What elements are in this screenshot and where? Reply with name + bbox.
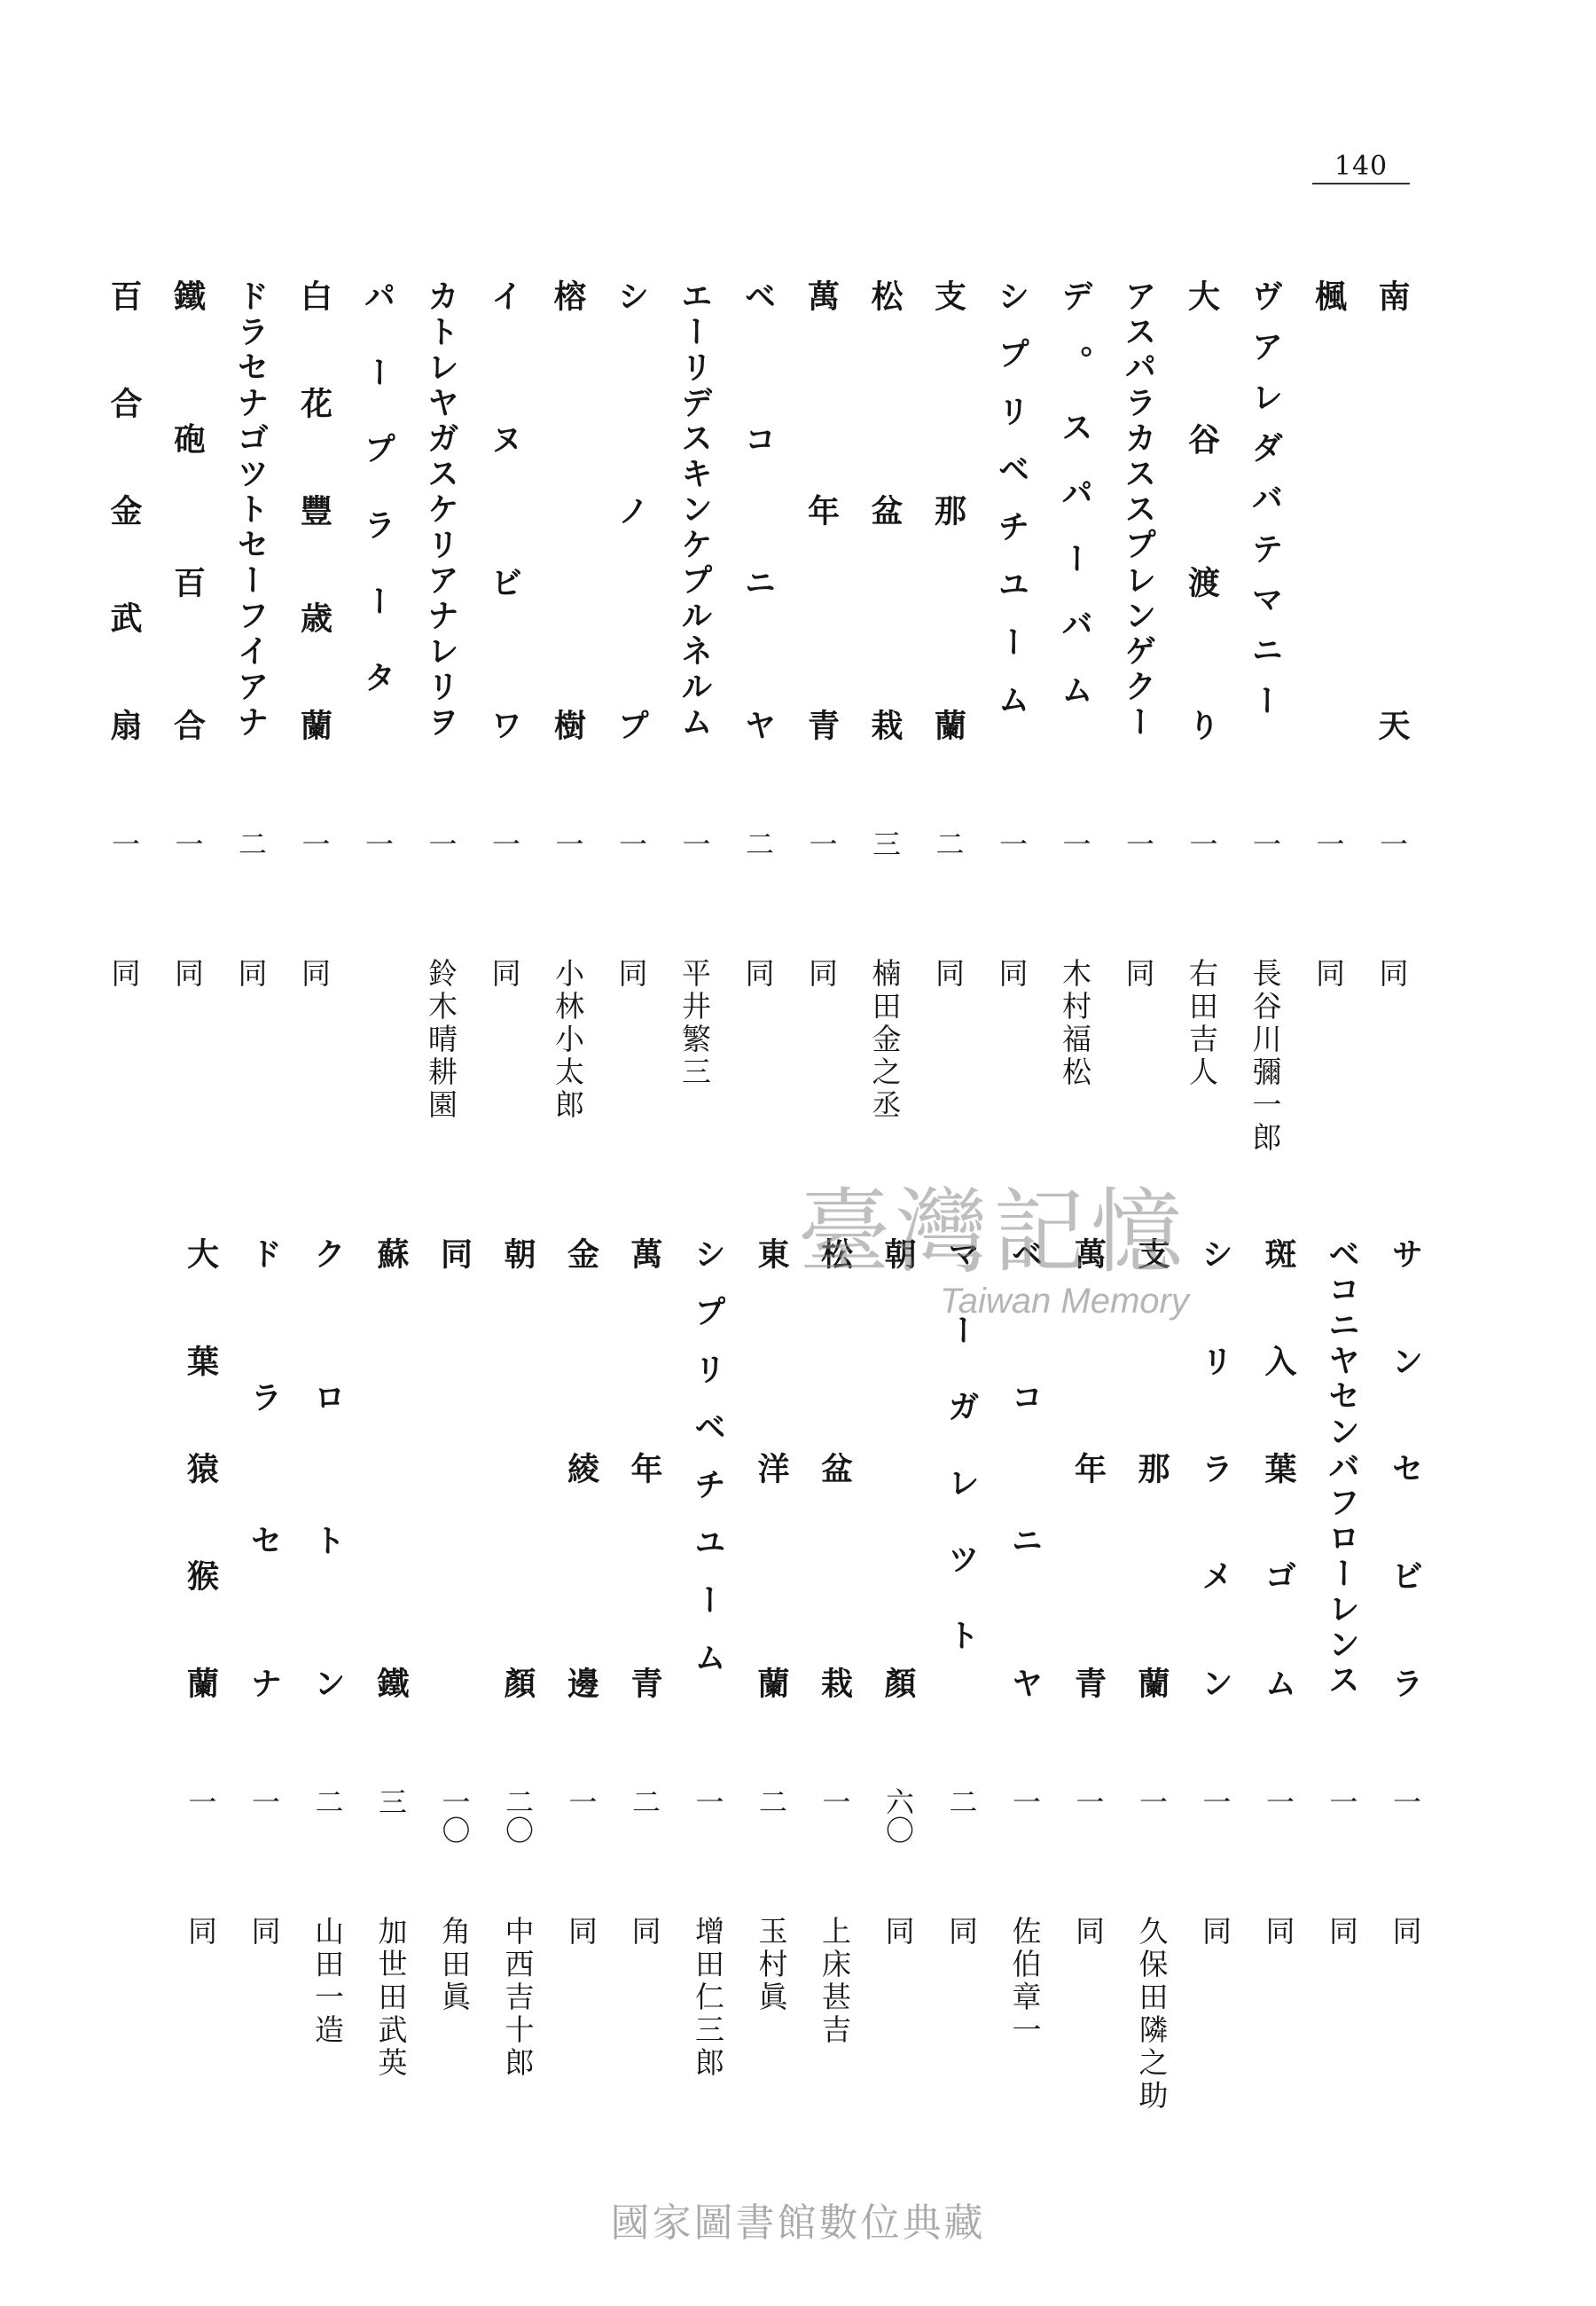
list-entry <box>533 279 604 1211</box>
entry-name: 金綾邊 <box>562 1237 600 1698</box>
watermark-title: 臺灣記憶 <box>798 1178 1189 1286</box>
entry-quantity-cell <box>1053 1787 1124 1894</box>
entry-quantity: 一 <box>424 829 458 858</box>
entry-quantity-cell <box>736 1787 807 1894</box>
entry-exhibitor: 同 <box>564 1916 598 1949</box>
entry-exhibitor: 同 <box>1121 958 1156 991</box>
list-entry <box>1294 279 1365 1211</box>
entry-name: カトレヤガスケリアナレリヲ <box>422 279 460 741</box>
entry-quantity: 二 <box>310 1787 345 1816</box>
entry-quantity-cell <box>609 1787 680 1894</box>
entry-quantity: 一 <box>297 829 332 858</box>
entry-name: エーリデスキンケプルネルム <box>676 279 714 741</box>
entry-exhibitor-cell <box>660 958 731 1215</box>
entry-name-cell <box>546 1237 617 1698</box>
entry-quantity: 一 <box>1008 1787 1042 1816</box>
entry-exhibitor: 角田眞 <box>437 1916 472 2014</box>
list-entry <box>419 1237 490 2186</box>
entry-exhibitor-cell <box>1243 1916 1314 2173</box>
entry-name: シプリベチユーム <box>993 279 1030 741</box>
entry-name-cell <box>469 279 540 741</box>
entry-exhibitor-cell <box>1180 1916 1251 2173</box>
entry-exhibitor-cell <box>1116 1916 1187 2173</box>
entry-quantity-cell <box>153 829 223 936</box>
entry-quantity-cell <box>1230 829 1301 936</box>
entry-name-cell <box>596 279 667 741</box>
list-entry <box>1116 1237 1187 2186</box>
entry-quantity-cell <box>849 829 920 936</box>
entry-quantity: 一 <box>170 829 205 858</box>
entry-exhibitor: 久保田隣之助 <box>1134 1916 1170 2113</box>
list-entry <box>736 1237 807 2186</box>
entry-name: 松盆栽 <box>816 1237 854 1698</box>
entry-name: 同 <box>435 1237 473 1269</box>
list-entry <box>342 279 413 1211</box>
list-entry <box>723 279 794 1211</box>
entry-quantity: 一 <box>614 829 648 858</box>
entry-quantity-cell <box>293 1787 364 1894</box>
list-entry <box>863 1237 934 2186</box>
entry-exhibitor: 同 <box>297 958 332 991</box>
entry-exhibitor-cell <box>863 1916 934 2173</box>
entry-exhibitor-cell <box>849 958 920 1215</box>
entry-quantity: 一 <box>1248 829 1282 858</box>
list-entry <box>482 1237 553 2186</box>
entry-exhibitor-cell <box>736 1916 807 2173</box>
entry-quantity: 一 <box>804 829 839 858</box>
entry-exhibitor: 同 <box>246 1916 282 1949</box>
entry-name: 楓 <box>1310 279 1348 311</box>
list-entry <box>229 1237 300 2186</box>
entry-quantity: 一 <box>1198 1787 1232 1816</box>
entry-quantity-cell <box>673 1787 744 1894</box>
entry-quantity: 六〇 <box>881 1787 915 1844</box>
entry-exhibitor: 同 <box>614 958 649 991</box>
entry-exhibitor: 同 <box>1071 1916 1106 1949</box>
entry-name: シリラメン <box>1196 1237 1234 1698</box>
entry-exhibitor-cell <box>976 958 1047 1215</box>
entry-quantity-cell <box>1116 1787 1187 1894</box>
list-entry <box>609 1237 680 2186</box>
entry-exhibitor: 上床甚吉 <box>818 1916 852 2047</box>
entry-quantity: 一 <box>1122 829 1155 858</box>
entry-name-cell <box>1180 1237 1251 1698</box>
entry-exhibitor: 加世田武英 <box>373 1916 409 2080</box>
entry-name-cell <box>89 279 160 741</box>
entry-name: ヴアレダバテマニー <box>1247 279 1284 734</box>
entry-exhibitor-cell <box>89 958 160 1215</box>
entry-exhibitor-cell <box>546 1916 617 2173</box>
entry-exhibitor-cell <box>1040 958 1111 1215</box>
entry-quantity: 一 <box>488 829 521 858</box>
entry-exhibitor-cell <box>1103 958 1174 1215</box>
upper-list <box>0 279 1596 1211</box>
entry-name-cell <box>786 279 857 741</box>
entry-quantity: 一 <box>677 829 712 858</box>
entry-name: ドラセナゴツトセーフイアナ <box>232 279 270 741</box>
entry-exhibitor: 玉村眞 <box>754 1916 789 2014</box>
entry-quantity-cell <box>863 1787 934 1894</box>
entry-exhibitor-cell <box>342 958 413 1215</box>
entry-exhibitor-cell <box>1053 1916 1124 2173</box>
entry-exhibitor: 同 <box>1374 958 1410 991</box>
entry-exhibitor: 同 <box>1261 1916 1296 1949</box>
entry-name-cell <box>342 279 413 741</box>
list-entry <box>990 1237 1060 2186</box>
entry-quantity-cell <box>1243 1787 1314 1894</box>
list-entry <box>356 1237 426 2186</box>
entry-exhibitor-cell <box>1370 1916 1441 2173</box>
entry-name-cell <box>673 1237 744 1698</box>
entry-quantity-cell <box>927 1787 998 1894</box>
entry-exhibitor: 同 <box>931 958 966 991</box>
entry-exhibitor: 同 <box>804 958 839 991</box>
entry-exhibitor-cell <box>279 958 350 1215</box>
entry-name-cell <box>1307 1237 1378 1698</box>
entry-exhibitor: 平井繁三 <box>677 958 712 1089</box>
entry-exhibitor-cell <box>153 958 223 1215</box>
entry-quantity-cell <box>419 1787 490 1894</box>
entry-quantity: 二 <box>931 829 966 858</box>
list-entry <box>546 1237 617 2186</box>
entry-quantity: 一 <box>1071 1787 1106 1816</box>
entry-name-cell <box>1357 279 1428 741</box>
entry-quantity-cell <box>229 1787 300 1894</box>
entry-quantity-cell <box>533 829 604 936</box>
entry-quantity-cell <box>723 829 794 936</box>
entry-quantity: 一 <box>551 829 585 858</box>
entry-name-cell <box>166 1237 237 1698</box>
entry-quantity: 一 <box>1389 1787 1422 1816</box>
entry-name-cell <box>1103 279 1174 741</box>
entry-name-cell <box>229 1237 300 1698</box>
entry-quantity-cell <box>469 829 540 936</box>
entry-name: 斑入葉ゴム <box>1260 1237 1297 1698</box>
entry-quantity: 一 <box>1262 1787 1295 1816</box>
entry-exhibitor: 小林小太郎 <box>551 958 585 1122</box>
entry-name: 鐵砲百合 <box>168 279 207 741</box>
entry-quantity-cell <box>660 829 731 936</box>
entry-name-cell <box>1116 1237 1187 1698</box>
entry-exhibitor-cell <box>229 1916 300 2173</box>
list-entry <box>293 1237 364 2186</box>
entry-quantity: 一 <box>691 1787 725 1816</box>
entry-exhibitor-cell <box>786 958 857 1215</box>
entry-exhibitor: 山田一造 <box>310 1916 345 2047</box>
entry-exhibitor: 木村福松 <box>1058 958 1092 1089</box>
entry-quantity-cell <box>342 829 413 936</box>
entry-quantity-cell <box>89 829 160 936</box>
entry-exhibitor: 長谷川彌一郎 <box>1248 958 1283 1155</box>
list-entry <box>469 279 540 1211</box>
entry-name: クロトン <box>309 1237 347 1698</box>
entry-quantity: 一 <box>1058 829 1092 858</box>
entry-exhibitor-cell <box>293 1916 364 2173</box>
entry-exhibitor: 同 <box>170 958 205 991</box>
entry-name: 萬年青 <box>802 279 841 741</box>
entry-name-cell <box>356 1237 426 1698</box>
entry-quantity: 二 <box>628 1787 661 1816</box>
entry-name: 朝顏 <box>880 1237 917 1698</box>
entry-quantity: 三 <box>868 829 902 858</box>
entry-quantity-cell <box>1167 829 1238 936</box>
list-entry <box>913 279 984 1211</box>
entry-exhibitor: 同 <box>487 958 522 991</box>
entry-quantity-cell <box>786 829 857 936</box>
entry-name-cell <box>913 279 984 741</box>
list-entry <box>406 279 477 1211</box>
entry-name-cell <box>1053 1237 1124 1698</box>
entry-quantity-cell <box>356 1787 426 1894</box>
list-entry <box>800 1237 871 2186</box>
list-entry <box>976 279 1047 1211</box>
entry-quantity-cell <box>1040 829 1111 936</box>
entry-exhibitor-cell <box>673 1916 744 2173</box>
entry-exhibitor: 同 <box>1388 1916 1423 1949</box>
entry-exhibitor-cell <box>1230 958 1301 1215</box>
entry-exhibitor-cell <box>482 1916 553 2173</box>
entry-exhibitor-cell <box>990 1916 1060 2173</box>
entry-quantity-cell <box>1307 1787 1378 1894</box>
entry-quantity: 一 <box>1135 1787 1169 1816</box>
list-entry <box>1243 1237 1314 2186</box>
entry-exhibitor: 佐伯章一 <box>1007 1916 1043 2047</box>
entry-quantity: 一 <box>818 1787 852 1816</box>
entry-exhibitor: 同 <box>1198 1916 1232 1949</box>
entry-exhibitor-cell <box>469 958 540 1215</box>
entry-quantity-cell <box>800 1787 871 1894</box>
entry-name-cell <box>990 1237 1060 1698</box>
entry-exhibitor-cell <box>723 958 794 1215</box>
entry-exhibitor-cell <box>356 1916 426 2173</box>
entry-name: 松盆栽 <box>866 279 904 741</box>
entry-exhibitor: 同 <box>740 958 776 991</box>
entry-name-cell <box>1230 279 1301 741</box>
entry-quantity-cell <box>913 829 984 936</box>
entry-name-cell <box>723 279 794 741</box>
entry-exhibitor: 楠田金之丞 <box>867 958 903 1122</box>
entry-name-cell <box>609 1237 680 1698</box>
entry-quantity: 一 <box>1325 1787 1359 1816</box>
entry-name-cell <box>533 279 604 741</box>
entry-exhibitor-cell <box>533 958 604 1215</box>
entry-name: アスパラカススプレンゲクー <box>1120 279 1157 741</box>
entry-quantity-cell <box>1180 1787 1251 1894</box>
entry-exhibitor: 鈴木晴耕園 <box>424 958 458 1122</box>
entry-exhibitor-cell <box>215 958 286 1215</box>
entry-quantity-cell <box>596 829 667 936</box>
entry-name-cell <box>1040 279 1111 741</box>
entry-name: 榕樹 <box>549 279 587 741</box>
entry-quantity: 二 <box>741 829 775 858</box>
entry-quantity: 一 <box>1311 829 1346 858</box>
list-entry <box>786 279 857 1211</box>
entry-quantity-cell <box>990 1787 1060 1894</box>
entry-name: 朝顏 <box>499 1237 536 1698</box>
entry-name: 南天 <box>1373 279 1411 741</box>
entry-exhibitor-cell <box>419 1916 490 2173</box>
entry-quantity: 一〇 <box>437 1787 472 1844</box>
entry-name: ベコニヤセンバフローレンス <box>1323 1237 1361 1698</box>
entry-name-cell <box>279 279 350 741</box>
entry-exhibitor-cell <box>1307 1916 1378 2173</box>
list-entry <box>166 1237 237 2186</box>
page-number: 140 <box>1312 151 1410 184</box>
list-entry <box>153 279 223 1211</box>
entry-name-cell <box>215 279 286 741</box>
entry-name: ベコニヤ <box>1006 1237 1044 1698</box>
list-entry <box>660 279 731 1211</box>
entry-name-cell <box>736 1237 807 1698</box>
entry-quantity: 一 <box>361 829 395 858</box>
entry-exhibitor-cell <box>913 958 984 1215</box>
entry-quantity-cell <box>546 1787 617 1894</box>
entry-exhibitor: 同 <box>233 958 269 991</box>
list-entry <box>1307 1237 1378 2186</box>
list-entry <box>927 1237 998 2186</box>
entry-quantity-cell <box>166 1787 237 1894</box>
entry-quantity-cell <box>976 829 1047 936</box>
entry-exhibitor-cell <box>1167 958 1238 1215</box>
entry-name: 東洋蘭 <box>753 1237 790 1698</box>
footer-library-credit: 國家圖書館數位典藏 <box>610 2200 986 2246</box>
entry-exhibitor-cell <box>406 958 477 1215</box>
entry-name: 支那蘭 <box>929 279 967 741</box>
list-entry <box>89 279 160 1211</box>
entry-quantity: 二 <box>755 1787 788 1816</box>
entry-exhibitor-cell <box>800 1916 871 2173</box>
entry-exhibitor: 同 <box>106 958 142 991</box>
entry-name: ドラセナ <box>246 1237 283 1698</box>
entry-name-cell <box>1167 279 1238 741</box>
list-entry <box>596 279 667 1211</box>
entry-name: 蘇鐵 <box>372 1237 410 1698</box>
list-entry <box>1357 279 1428 1211</box>
entry-exhibitor: 同 <box>1311 958 1346 991</box>
entry-exhibitor: 增田仁三郎 <box>691 1916 725 2080</box>
entry-quantity-cell <box>406 829 477 936</box>
entry-quantity: 一 <box>247 1787 281 1816</box>
list-entry <box>849 279 920 1211</box>
list-entry <box>1230 279 1301 1211</box>
entry-name: 百合金武扇 <box>106 279 143 741</box>
entry-exhibitor-cell <box>609 1916 680 2173</box>
entry-quantity-cell <box>1294 829 1365 936</box>
entry-quantity: 一 <box>107 829 141 858</box>
entry-exhibitor-cell <box>927 1916 998 2173</box>
entry-exhibitor: 右田吉人 <box>1185 958 1219 1089</box>
entry-name: シノプ <box>613 279 650 741</box>
entry-quantity-cell <box>1370 1787 1441 1894</box>
entry-exhibitor: 同 <box>944 1916 979 1949</box>
entry-name-cell <box>849 279 920 741</box>
entry-name-cell <box>1243 1237 1314 1698</box>
entry-quantity: 二〇 <box>501 1787 535 1844</box>
entry-exhibitor-cell <box>1294 958 1365 1215</box>
entry-exhibitor: 同 <box>1325 1916 1359 1949</box>
entry-quantity-cell <box>279 829 350 936</box>
entry-exhibitor: 同 <box>627 1916 662 1949</box>
entry-name-cell <box>800 1237 871 1698</box>
entry-quantity: 一 <box>184 1787 218 1816</box>
entry-exhibitor-cell <box>596 958 667 1215</box>
entry-name-cell <box>419 1237 490 1698</box>
entry-quantity-cell <box>215 829 286 936</box>
entry-name: パープラータ <box>359 279 396 737</box>
list-entry <box>1053 1237 1124 2186</box>
list-entry <box>215 279 286 1211</box>
entry-name-cell <box>406 279 477 741</box>
entry-name-cell <box>976 279 1047 741</box>
entry-name-cell <box>482 1237 553 1698</box>
lower-list <box>0 1237 1596 2186</box>
entry-name-cell <box>153 279 223 741</box>
entry-exhibitor: 同 <box>184 1916 218 1949</box>
entry-name-cell <box>1370 1237 1441 1698</box>
entry-quantity-cell <box>482 1787 553 1894</box>
entry-quantity: 二 <box>944 1787 979 1816</box>
list-entry <box>1370 1237 1441 2186</box>
watermark-subtitle: Taiwan Memory <box>940 1282 1189 1321</box>
entry-name-cell <box>863 1237 934 1698</box>
entry-exhibitor: 中西吉十郎 <box>500 1916 536 2080</box>
entry-name: 大谷渡り <box>1183 279 1221 741</box>
entry-name: ベコニヤ <box>739 279 777 741</box>
entry-name-cell <box>1294 279 1365 741</box>
entry-name: マーガレツト <box>943 1237 981 1695</box>
entry-exhibitor: 同 <box>994 958 1029 991</box>
entry-name-cell <box>927 1237 998 1698</box>
entry-quantity-cell <box>1357 829 1428 936</box>
entry-quantity: 二 <box>234 829 268 858</box>
list-entry <box>673 1237 744 2186</box>
entry-quantity-cell <box>1103 829 1174 936</box>
entry-quantity: 一 <box>995 829 1029 858</box>
entry-name: 萬年青 <box>626 1237 663 1698</box>
entry-name: イヌビワ <box>486 279 523 741</box>
entry-quantity: 一 <box>564 1787 598 1816</box>
list-entry <box>1040 279 1111 1211</box>
entry-exhibitor-cell <box>166 1916 237 2173</box>
entry-exhibitor: 同 <box>880 1916 916 1949</box>
entry-name: 萬年青 <box>1069 1237 1107 1698</box>
entry-name: 白花豐歳蘭 <box>295 279 333 741</box>
entry-exhibitor-cell <box>1357 958 1428 1215</box>
list-entry <box>1103 279 1174 1211</box>
entry-name: サンセビラ <box>1387 1237 1424 1698</box>
entry-name: 大葉猿猴蘭 <box>182 1237 220 1698</box>
list-entry <box>1167 279 1238 1211</box>
entry-quantity: 三 <box>374 1787 408 1816</box>
entry-name: シプリベチユーム <box>689 1237 727 1698</box>
entry-name: 支那蘭 <box>1133 1237 1170 1698</box>
entry-name-cell <box>293 1237 364 1698</box>
entry-quantity: 一 <box>1185 829 1219 858</box>
entry-quantity: 一 <box>1375 829 1409 858</box>
entry-name: デ。スパーバム <box>1056 279 1094 739</box>
entry-name-cell <box>660 279 731 741</box>
list-entry <box>279 279 350 1211</box>
list-entry <box>1180 1237 1251 2186</box>
